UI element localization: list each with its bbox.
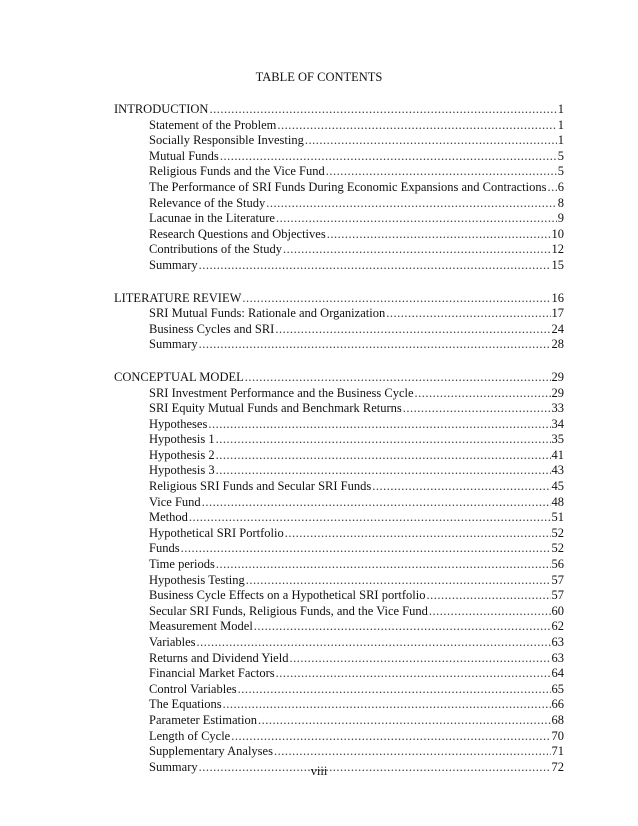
toc-entry-title: Religious SRI Funds and Secular SRI Funds (149, 479, 372, 494)
toc-entry-title: Vice Fund (149, 494, 201, 509)
toc-entry[interactable] (114, 557, 564, 573)
toc-entry-title: Returns and Dividend Yield (149, 650, 289, 665)
toc-entry[interactable] (114, 635, 564, 651)
dot-leader (415, 386, 551, 402)
dot-leader (266, 196, 556, 212)
toc-entry[interactable] (114, 729, 564, 745)
dot-leader (277, 118, 556, 134)
dot-leader (231, 729, 550, 745)
toc-entry-page: 28 (551, 337, 564, 352)
dot-leader (242, 291, 550, 307)
dot-leader (216, 463, 551, 479)
dot-leader (372, 479, 550, 495)
toc-entry-page: 15 (551, 257, 564, 272)
toc-entry[interactable] (114, 133, 564, 149)
toc-entry-title: The Performance of SRI Funds During Economic Expansions and Contractions (149, 179, 547, 194)
toc-entry[interactable] (114, 211, 564, 227)
toc-entry-page: 51 (551, 510, 564, 525)
toc-entry[interactable] (114, 401, 564, 417)
toc-entry-title: Method (149, 510, 188, 525)
toc-entry-title: Statement of the Problem (149, 117, 277, 132)
toc-entry-page: 62 (551, 619, 564, 634)
toc-entry-page: 33 (551, 401, 564, 416)
dot-leader (181, 541, 551, 557)
toc-entry-title: Measurement Model (149, 619, 253, 634)
toc-section-heading[interactable] (114, 102, 564, 118)
toc-entry-page: 1 (557, 133, 564, 148)
toc-entry[interactable] (114, 463, 564, 479)
dot-leader (326, 164, 557, 180)
toc-entry-title: Research Questions and Objectives (149, 226, 326, 241)
toc-entry-page: 29 (551, 385, 564, 400)
toc-entry[interactable] (114, 149, 564, 165)
toc-entry[interactable] (114, 619, 564, 635)
toc-entry[interactable] (114, 242, 564, 258)
toc-entry-title: Summary (149, 759, 198, 774)
toc-entry[interactable] (114, 697, 564, 713)
toc-entry[interactable] (114, 196, 564, 212)
dot-leader (246, 573, 551, 589)
toc-entry-title: Hypothesis 2 (149, 447, 215, 462)
dot-leader (254, 619, 551, 635)
toc-entry-page: 24 (551, 321, 564, 336)
toc-entry-page: 41 (551, 447, 564, 462)
toc-entry-page: 72 (551, 759, 564, 774)
toc-section-heading[interactable] (114, 291, 564, 307)
toc-entry[interactable] (114, 227, 564, 243)
toc-entry-title: The Equations (149, 697, 222, 712)
toc-entry[interactable] (114, 337, 564, 353)
toc-entry-title: Business Cycles and SRI (149, 321, 275, 336)
toc-section-heading[interactable] (114, 370, 564, 386)
dot-leader (386, 306, 550, 322)
toc-entry[interactable] (114, 604, 564, 620)
toc-entry-page: 6 (557, 179, 564, 194)
dot-leader (283, 242, 551, 258)
toc-entry-title: Lacunae in the Literature (149, 211, 275, 226)
toc-entry-page: 57 (551, 588, 564, 603)
toc-entry-page: 70 (551, 728, 564, 743)
toc-entry-page: 12 (551, 242, 564, 257)
toc-entry-page: 71 (551, 744, 564, 759)
dot-leader (276, 211, 557, 227)
dot-leader (403, 401, 551, 417)
dot-leader (429, 604, 551, 620)
dot-leader (199, 337, 551, 353)
toc-entry-page: 10 (551, 226, 564, 241)
toc-entry-title: Hypothesis Testing (149, 572, 245, 587)
toc-entry-title: Length of Cycle (149, 728, 231, 743)
dot-leader (258, 713, 551, 729)
table-of-contents (114, 102, 564, 792)
page-title: TABLE OF CONTENTS (255, 70, 383, 84)
dot-leader (216, 448, 551, 464)
dot-leader (199, 258, 551, 274)
dot-leader (216, 557, 551, 573)
toc-entry-page: 52 (551, 541, 564, 556)
toc-entry[interactable] (114, 306, 564, 322)
dot-leader (223, 697, 551, 713)
page-number: viii (310, 764, 328, 778)
toc-entry-page: 5 (557, 164, 564, 179)
toc-entry-title: Time periods (149, 557, 215, 572)
toc-entry[interactable] (114, 118, 564, 134)
dot-leader (274, 744, 551, 760)
toc-entry-title: Funds (149, 541, 180, 556)
toc-entry[interactable] (114, 479, 564, 495)
toc-entry-title: LITERATURE REVIEW (114, 290, 242, 305)
dot-leader (197, 635, 551, 651)
dot-leader (305, 133, 557, 149)
dot-leader (189, 510, 551, 526)
dot-leader (245, 370, 551, 386)
toc-entry-title: CONCEPTUAL MODEL (114, 369, 244, 384)
toc-entry[interactable] (114, 682, 564, 698)
toc-section (114, 102, 564, 274)
toc-entry-page: 8 (557, 195, 564, 210)
toc-entry-title: Hypothesis 3 (149, 463, 215, 478)
toc-entry-page: 56 (551, 557, 564, 572)
toc-entry-title: Business Cycle Effects on a Hypothetical SRI portfolio (149, 588, 426, 603)
toc-entry-page: 63 (551, 635, 564, 649)
toc-section (114, 370, 564, 775)
dot-leader (275, 322, 550, 338)
toc-entry-title: SRI Equity Mutual Funds and Benchmark Returns (149, 401, 402, 416)
dot-leader (548, 180, 557, 196)
dot-leader (426, 588, 550, 604)
toc-entry-page: 1 (557, 117, 564, 132)
toc-entry-page: 1 (557, 102, 564, 116)
toc-entry-page: 64 (551, 666, 564, 681)
toc-entry-page: 52 (551, 525, 564, 540)
toc-entry-title: Contributions of the Study (149, 242, 282, 257)
toc-entry-title: Relevance of the Study (149, 195, 266, 210)
toc-entry-title: SRI Mutual Funds: Rationale and Organization (149, 306, 386, 321)
toc-entry-page: 68 (551, 712, 564, 727)
toc-entry-title: Supplementary Analyses (149, 744, 273, 759)
toc-entry-page: 34 (551, 416, 564, 431)
toc-entry-page: 48 (551, 494, 564, 509)
toc-entry[interactable] (114, 322, 564, 338)
toc-section (114, 291, 564, 353)
dot-leader (208, 417, 550, 433)
toc-entry[interactable] (114, 495, 564, 511)
dot-leader (238, 682, 551, 698)
dot-leader (209, 102, 556, 118)
toc-entry[interactable] (114, 164, 564, 180)
toc-entry-page: 65 (551, 681, 564, 696)
toc-entry[interactable] (114, 180, 564, 196)
toc-entry[interactable] (114, 666, 564, 682)
toc-entry[interactable] (114, 588, 564, 604)
toc-entry[interactable] (114, 510, 564, 526)
toc-entry-page: 17 (551, 306, 564, 321)
toc-entry[interactable] (114, 744, 564, 760)
toc-entry-page: 60 (551, 603, 564, 618)
toc-entry[interactable] (114, 448, 564, 464)
toc-entry-page: 43 (551, 463, 564, 478)
toc-entry-title: Parameter Estimation (149, 712, 257, 727)
dot-leader (202, 495, 551, 511)
dot-leader (220, 149, 557, 165)
toc-entry-title: Hypothesis 1 (149, 432, 215, 447)
toc-entry-page: 35 (551, 432, 564, 447)
toc-entry-title: INTRODUCTION (114, 102, 209, 116)
toc-entry-title: Financial Market Factors (149, 666, 275, 681)
toc-entry-title: Hypotheses (149, 416, 208, 431)
dot-leader (276, 666, 551, 682)
toc-entry-page: 16 (551, 290, 564, 305)
dot-leader (327, 227, 551, 243)
toc-entry-page: 63 (551, 650, 564, 665)
toc-entry-title: Religious Funds and the Vice Fund (149, 164, 325, 179)
toc-entry-title: Summary (149, 257, 198, 272)
toc-entry-title: Variables (149, 635, 196, 649)
toc-entry-title: Socially Responsible Investing (149, 133, 304, 148)
toc-entry-page: 9 (557, 211, 564, 226)
toc-entry-title: Hypothetical SRI Portfolio (149, 525, 284, 540)
toc-entry-title: Control Variables (149, 681, 237, 696)
dot-leader (216, 432, 551, 448)
toc-entry[interactable] (114, 713, 564, 729)
toc-entry[interactable] (114, 417, 564, 433)
toc-entry[interactable] (114, 573, 564, 589)
toc-entry-page: 57 (551, 572, 564, 587)
toc-entry-page: 29 (551, 369, 564, 384)
toc-entry-title: Summary (149, 337, 198, 352)
toc-entry-page: 45 (551, 479, 564, 494)
toc-entry[interactable] (114, 386, 564, 402)
toc-entry[interactable] (114, 258, 564, 274)
toc-entry[interactable] (114, 541, 564, 557)
toc-entry[interactable] (114, 651, 564, 667)
toc-entry-title: Mutual Funds (149, 148, 219, 163)
toc-entry-page: 5 (557, 148, 564, 163)
toc-entry[interactable] (114, 526, 564, 542)
toc-entry-title: Secular SRI Funds, Religious Funds, and the Vice Fund (149, 603, 428, 618)
toc-entry[interactable] (114, 432, 564, 448)
dot-leader (285, 526, 551, 542)
toc-entry-title: SRI Investment Performance and the Business Cycle (149, 385, 414, 400)
dot-leader (289, 651, 550, 667)
toc-entry-page: 66 (551, 697, 564, 712)
